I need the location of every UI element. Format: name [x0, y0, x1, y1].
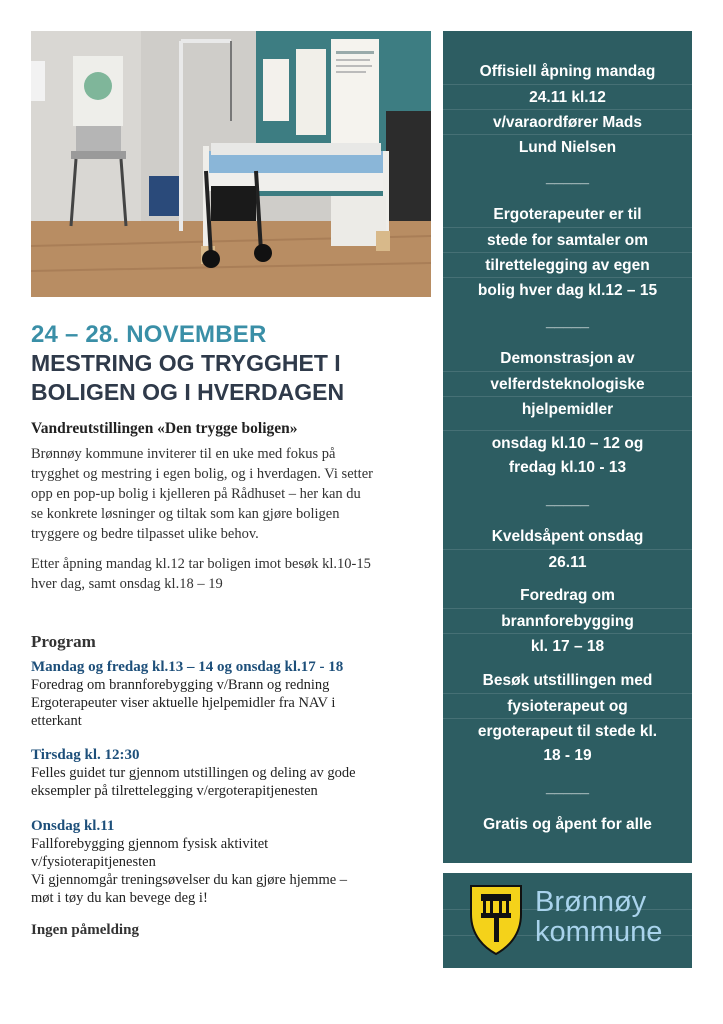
info-panel — [443, 31, 692, 863]
program-item-title: Tirsdag kl. 12:30 — [31, 747, 140, 763]
municipal-shield-icon — [469, 884, 523, 956]
panel-line: Kveldsåpent onsdag — [491, 528, 644, 545]
program-item-line: møt i tøy du kan bevege deg i! — [31, 890, 208, 906]
paragraph-line: tryggere og bedre tilpasset ulike behov. — [31, 526, 259, 542]
panel-line: stede for samtaler om — [443, 227, 692, 253]
paragraph-line: Etter åpning mandag kl.12 tar boligen imot besøk kl.10-15 — [31, 556, 371, 572]
program-item-line: Foredrag om brannforebygging v/Brann og redning — [31, 677, 330, 693]
logo-line: Brønnøy — [535, 886, 647, 918]
paragraph-line: opp en pop-up bolig i kjelleren på Rådhuset – her kan du — [31, 486, 361, 502]
program-item-line: Felles guidet tur gjennom utstillingen og deling av gode — [31, 765, 356, 781]
program-item-title: Mandag og fredag kl.13 – 14 og onsdag kl.17 - 18 — [31, 659, 344, 675]
panel-line: Offisiell åpning mandag — [479, 63, 656, 80]
panel-line: Gratis og åpent for alle — [483, 816, 652, 833]
panel-line: Demonstrasjon av — [500, 350, 635, 367]
panel-line: Ergoterapeuter er til — [493, 206, 642, 223]
program-item-line: v/fysioterapitjenesten — [31, 854, 156, 870]
page-title — [31, 349, 431, 407]
panel-separator: _____ — [545, 169, 590, 186]
panel-separator: _____ — [545, 491, 590, 508]
panel-line: Lund Nielsen — [443, 134, 692, 160]
panel-line: tilrettelegging av egen — [443, 252, 692, 278]
panel-line: brannforebygging — [443, 608, 692, 634]
paragraph-line: trygghet og mestring i egen bolig, og i hverdagen. Vi setter — [31, 466, 373, 482]
paragraph-line: hver dag, samt onsdag kl.18 – 19 — [31, 576, 223, 592]
panel-line: fredag kl.10 - 13 — [508, 459, 627, 476]
title-line: BOLIGEN OG I HVERDAGEN — [31, 379, 345, 405]
panel-line: kl. 17 – 18 — [443, 633, 692, 659]
exhibition-room-photo — [31, 31, 431, 297]
program-item — [31, 746, 431, 800]
title-line: MESTRING OG TRYGGHET I — [31, 350, 341, 376]
program-item-line: Vi gjennomgår treningsøvelser du kan gjøre hjemme – — [31, 872, 348, 888]
panel-line: fysioterapeut og — [443, 693, 692, 719]
panel-line: v/varaordfører Mads — [443, 109, 692, 135]
date-heading: 24 – 28. NOVEMBER — [31, 321, 267, 348]
panel-line: 24.11 kl.12 — [443, 84, 692, 110]
exhibition-photo — [31, 31, 431, 297]
program-item-title: Onsdag kl.11 — [31, 818, 115, 834]
program-item-line: etterkant — [31, 713, 82, 729]
panel-line: Besøk utstillingen med — [482, 672, 653, 689]
panel-line: bolig hver dag kl.12 – 15 — [443, 277, 692, 303]
intro-paragraph — [31, 444, 431, 544]
panel-line: 18 - 19 — [543, 747, 592, 764]
program-item-line: eksempler på tilrettelegging v/ergoterapitjenesten — [31, 783, 318, 799]
program-heading: Program — [31, 632, 96, 651]
opening-hours-paragraph — [31, 554, 431, 594]
paragraph-line: se konkrete løsninger og tiltak som kan gjøre boligen — [31, 506, 340, 522]
municipality-logo — [443, 873, 692, 968]
panel-separator: _____ — [545, 779, 590, 796]
panel-line: ergoterapeut til stede kl. — [443, 718, 692, 744]
program-item-line: Fallforebygging gjennom fysisk aktivitet — [31, 836, 269, 852]
panel-line: velferdsteknologiske — [443, 371, 692, 397]
paragraph-line: Brønnøy kommune inviterer til en uke med fokus på — [31, 446, 336, 462]
program-item — [31, 658, 431, 730]
logo-line: kommune — [535, 916, 663, 948]
program-item-line: Ergoterapeuter viser aktuelle hjelpemidler fra NAV i — [31, 695, 336, 711]
panel-line: 26.11 — [443, 549, 692, 575]
program-item — [31, 817, 431, 907]
no-signup-note: Ingen påmelding — [31, 922, 139, 938]
panel-line: hjelpemidler — [443, 396, 692, 422]
panel-separator: _____ — [545, 313, 590, 330]
panel-line: Foredrag om — [520, 587, 615, 604]
exhibition-subtitle: Vandreutstillingen «Den trygge boligen» — [31, 420, 298, 437]
logo-text — [535, 887, 685, 947]
panel-line: onsdag kl.10 – 12 og — [443, 430, 692, 456]
